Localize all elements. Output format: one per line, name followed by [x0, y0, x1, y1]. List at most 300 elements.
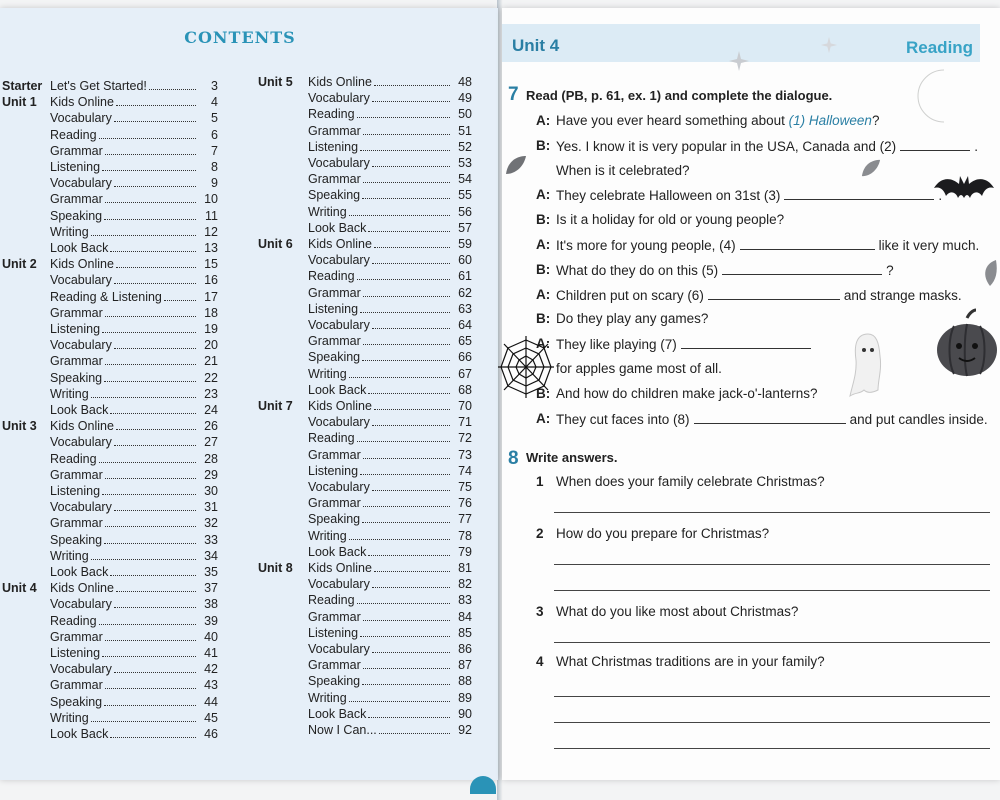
toc-row — [258, 706, 472, 722]
toc-title: Listening — [50, 160, 101, 174]
toc-dot-leader — [104, 219, 196, 220]
answer-blank[interactable] — [722, 261, 882, 275]
question-number: 3 — [536, 604, 544, 619]
speaker-label: B: — [536, 311, 551, 327]
toc-row — [258, 447, 472, 463]
toc-page-number: 57 — [458, 220, 472, 235]
toc-page-number: 24 — [204, 403, 218, 417]
toc-title: Grammar — [50, 629, 103, 644]
toc-row — [258, 414, 472, 430]
toc-title: Grammar — [308, 123, 361, 138]
toc-row — [258, 90, 472, 106]
toc-row — [258, 187, 472, 203]
toc-page-number: 11 — [205, 208, 218, 223]
toc-title: Vocabulary — [308, 318, 370, 332]
toc-page-number: 29 — [204, 467, 218, 482]
toc-dot-leader — [374, 85, 450, 86]
toc-page-number: 20 — [204, 338, 218, 353]
toc-title: Vocabulary — [50, 273, 112, 288]
toc-row — [2, 289, 218, 305]
toc-dot-leader — [99, 138, 196, 139]
toc-page-number: 73 — [458, 447, 472, 462]
toc-page-number: 65 — [458, 334, 472, 349]
toc-dot-leader — [357, 603, 450, 604]
toc-title: Kids Online — [308, 561, 372, 575]
toc-row — [2, 515, 218, 531]
toc-dot-leader — [114, 607, 196, 608]
toc-dot-leader — [357, 441, 450, 442]
toc-title: Writing — [50, 548, 89, 563]
star-icon — [820, 36, 838, 54]
toc-row — [258, 349, 472, 365]
toc-row — [2, 321, 218, 337]
toc-page-number: 62 — [458, 285, 472, 300]
toc-row — [258, 576, 472, 592]
toc-page-number: 84 — [458, 609, 472, 624]
toc-dot-leader — [349, 377, 450, 378]
toc-title: Vocabulary — [308, 156, 370, 170]
toc-row — [2, 629, 218, 645]
toc-dot-leader — [91, 721, 196, 722]
toc-title: Vocabulary — [308, 577, 370, 592]
toc-title: Writing — [308, 366, 347, 381]
question-number: 1 — [536, 474, 544, 489]
leaf-icon — [980, 258, 1000, 288]
toc-unit-label: Unit 5 — [258, 75, 293, 89]
toc-title: Reading — [50, 613, 97, 628]
toc-dot-leader — [379, 733, 450, 734]
answer-blank[interactable] — [708, 286, 840, 300]
toc-page-number: 45 — [204, 710, 218, 725]
toc-dot-leader — [105, 316, 196, 317]
toc-row — [2, 564, 218, 580]
toc-page-number: 63 — [458, 301, 472, 316]
question — [536, 526, 769, 541]
toc-dot-leader — [110, 575, 196, 576]
toc-title: Grammar — [308, 609, 361, 624]
toc-page-number: 51 — [458, 123, 472, 138]
toc-page-number: 30 — [204, 484, 218, 498]
toc-title: Grammar — [308, 285, 361, 300]
toc-dot-leader — [360, 312, 450, 313]
toc-dot-leader — [363, 344, 450, 345]
toc-row — [258, 74, 472, 90]
toc-page-number: 88 — [458, 674, 472, 689]
dialogue-text: They like playing (7) — [556, 335, 815, 354]
toc-title: Vocabulary — [50, 597, 112, 612]
toc-title: Vocabulary — [308, 253, 370, 268]
toc-row — [2, 596, 218, 612]
speaker-label: A: — [536, 336, 551, 352]
toc-row — [258, 285, 472, 301]
toc-page-number: 52 — [458, 139, 472, 154]
toc-dot-leader — [91, 235, 196, 236]
answer-blank[interactable] — [694, 410, 846, 424]
toc-dot-leader — [368, 717, 450, 718]
toc-row — [258, 366, 472, 382]
speaker-label: B: — [536, 137, 551, 153]
toc-dot-leader — [102, 170, 196, 171]
toc-dot-leader — [105, 154, 196, 155]
toc-row — [258, 139, 472, 155]
answer-line[interactable] — [554, 642, 990, 643]
toc-title: Reading — [50, 451, 97, 466]
toc-page-number: 18 — [204, 305, 218, 320]
section-label: Reading — [906, 38, 974, 57]
toc-page-number: 6 — [211, 127, 218, 142]
toc-page-number: 89 — [458, 690, 472, 705]
toc-dot-leader — [363, 134, 450, 135]
dialogue-text: for apples game most of all. — [556, 361, 722, 376]
toc-row — [258, 479, 472, 495]
toc-title: Grammar — [50, 516, 103, 531]
toc-page-number: 4 — [211, 95, 218, 110]
toc-page-number: 64 — [458, 318, 472, 332]
toc-page-number: 61 — [458, 269, 472, 284]
toc-row — [258, 592, 472, 608]
answer-blank[interactable] — [740, 236, 875, 250]
toc-page-number: 46 — [204, 727, 218, 741]
toc-title: Listening — [308, 139, 359, 154]
toc-title: Kids Online — [308, 399, 372, 413]
toc-row — [2, 305, 218, 321]
toc-page-number: 23 — [204, 386, 218, 401]
toc-row — [258, 544, 472, 560]
toc-dot-leader — [372, 166, 450, 167]
toc-unit-label: Unit 3 — [2, 419, 37, 434]
answer-line[interactable] — [554, 512, 990, 513]
toc-dot-leader — [116, 267, 196, 268]
dialogue-text: Do they play any games? — [556, 311, 709, 327]
toc-title: Listening — [308, 463, 359, 478]
toc-row — [2, 191, 218, 207]
toc-page-number: 70 — [458, 399, 472, 413]
toc-row — [2, 451, 218, 467]
toc-page-number: 83 — [458, 593, 472, 608]
speaker-label: A: — [536, 410, 551, 426]
answer-blank[interactable] — [900, 137, 970, 151]
toc-row — [2, 532, 218, 548]
toc-page-number: 44 — [204, 694, 218, 709]
toc-dot-leader — [149, 89, 196, 90]
toc-row — [2, 256, 218, 272]
toc-dot-leader — [360, 474, 450, 475]
toc-title: Speaking — [308, 350, 361, 365]
dialogue-text: Have you ever heard something about (1) Halloween? — [556, 113, 880, 128]
toc-page-number: 81 — [458, 561, 472, 575]
toc-dot-leader — [372, 490, 450, 491]
toc-row — [2, 143, 218, 159]
answer-line[interactable] — [554, 748, 990, 749]
toc-title: Vocabulary — [50, 338, 112, 353]
toc-row — [258, 528, 472, 544]
toc-row — [2, 499, 218, 515]
contents-page — [0, 8, 498, 780]
toc-dot-leader — [363, 182, 450, 183]
toc-page-number: 55 — [458, 188, 472, 203]
toc-title: Look Back — [50, 727, 109, 741]
answer-line[interactable] — [554, 696, 990, 697]
toc-row — [2, 694, 218, 710]
toc-unit-label: Unit 8 — [258, 561, 293, 575]
toc-row — [258, 333, 472, 349]
question-text: When does your family celebrate Christmas? — [556, 474, 825, 489]
toc-page-number: 28 — [204, 451, 218, 466]
toc-title: Vocabulary — [308, 415, 370, 430]
toc-title: Writing — [308, 204, 347, 219]
toc-page-number: 5 — [211, 111, 218, 126]
toc-row — [258, 204, 472, 220]
toc-dot-leader — [110, 251, 196, 252]
toc-title: Grammar — [50, 192, 103, 207]
toc-page-number: 71 — [458, 415, 472, 430]
toc-row — [258, 609, 472, 625]
toc-row — [258, 268, 472, 284]
unit-header-bar — [502, 24, 980, 62]
toc-dot-leader — [372, 587, 450, 588]
toc-page-number: 75 — [458, 480, 472, 494]
toc-row — [2, 175, 218, 191]
toc-title: Kids Online — [308, 237, 372, 251]
toc-title: Speaking — [308, 512, 361, 527]
toc-row — [258, 495, 472, 511]
dialogue-text: Yes. I know it is very popular in the USA, Canada and (2) . — [556, 138, 978, 154]
toc-title: Writing — [308, 690, 347, 705]
toc-dot-leader — [357, 279, 450, 280]
toc-dot-leader — [102, 656, 196, 657]
exercise-7-instruction: Read (PB, p. 61, ex. 1) and complete the dialogue. — [526, 88, 833, 103]
toc-title: Kids Online — [50, 95, 114, 110]
toc-dot-leader — [110, 413, 196, 414]
toc-title: Speaking — [308, 674, 361, 689]
toc-row — [2, 548, 218, 564]
toc-row — [2, 661, 218, 677]
toc-row — [2, 483, 218, 499]
toc-title: Listening — [308, 301, 359, 316]
question-text: What Christmas traditions are in your family? — [556, 654, 825, 669]
toc-title: Look Back — [50, 565, 109, 579]
toc-dot-leader — [368, 555, 450, 556]
toc-dot-leader — [104, 543, 196, 544]
toc-title: Reading — [50, 127, 97, 142]
answer-line[interactable] — [554, 564, 990, 565]
toc-title: Look Back — [50, 403, 109, 417]
dialogue-text: Is it a holiday for old or young people? — [556, 212, 785, 228]
toc-row — [2, 710, 218, 726]
toc-page-number: 43 — [204, 678, 218, 693]
toc-dot-leader — [374, 409, 450, 410]
toc-dot-leader — [349, 215, 450, 216]
toc-page-number: 56 — [458, 204, 472, 219]
toc-page-number: 40 — [204, 629, 218, 644]
answer-line[interactable] — [554, 590, 990, 591]
toc-dot-leader — [102, 494, 196, 495]
exercise-page — [502, 8, 1000, 780]
toc-dot-leader — [114, 121, 196, 122]
toc-dot-leader — [105, 688, 196, 689]
star-icon — [728, 50, 750, 72]
dialogue-text: They cut faces into (8) and put candles inside. — [556, 411, 988, 427]
toc-dot-leader — [110, 737, 196, 738]
toc-dot-leader — [114, 672, 196, 673]
toc-page-number: 54 — [458, 172, 472, 187]
toc-page-number: 38 — [204, 597, 218, 612]
toc-row — [2, 337, 218, 353]
dialogue-text: What do they do on this (5) ? — [556, 262, 894, 278]
toc-title: Look Back — [308, 220, 367, 235]
toc-unit-label: Unit 6 — [258, 237, 293, 251]
toc-row — [2, 208, 218, 224]
toc-row — [258, 236, 472, 252]
toc-dot-leader — [357, 117, 450, 118]
toc-dot-leader — [105, 526, 196, 527]
toc-title: Reading — [308, 431, 355, 446]
toc-title: Speaking — [50, 208, 103, 223]
toc-row — [2, 613, 218, 629]
toc-dot-leader — [114, 445, 196, 446]
toc-unit-label: Unit 4 — [2, 581, 37, 596]
toc-row — [2, 418, 218, 434]
toc-title: Listening — [50, 322, 101, 336]
toc-page-number: 60 — [458, 253, 472, 268]
toc-row — [258, 657, 472, 673]
toc-page-number: 12 — [204, 224, 218, 239]
speaker-label: A: — [536, 286, 551, 302]
toc-title: Speaking — [50, 370, 103, 385]
speaker-label: B: — [536, 385, 551, 401]
answer-line[interactable] — [554, 722, 990, 723]
toc-row — [2, 224, 218, 240]
toc-page-number: 33 — [204, 532, 218, 547]
toc-title: Reading — [308, 269, 355, 284]
toc-dot-leader — [372, 263, 450, 264]
toc-dot-leader — [116, 429, 196, 430]
toc-page-number: 16 — [204, 273, 218, 288]
toc-page-number: 90 — [458, 706, 472, 721]
toc-title: Grammar — [308, 172, 361, 187]
toc-page-number: 50 — [458, 107, 472, 122]
toc-row — [258, 722, 472, 738]
toc-title: Grammar — [50, 678, 103, 693]
toc-title: Reading — [308, 107, 355, 122]
toc-dot-leader — [374, 571, 450, 572]
toc-row — [258, 641, 472, 657]
toc-row — [2, 159, 218, 175]
toc-dot-leader — [372, 652, 450, 653]
toc-row — [258, 398, 472, 414]
toc-title: Vocabulary — [308, 91, 370, 106]
speaker-label: A: — [536, 113, 551, 128]
toc-title: Vocabulary — [308, 480, 370, 494]
toc-page-number: 26 — [204, 419, 218, 434]
toc-row — [258, 301, 472, 317]
toc-title: Speaking — [50, 532, 103, 547]
toc-row — [2, 645, 218, 661]
toc-title: Vocabulary — [50, 500, 112, 515]
toc-page-number: 79 — [458, 544, 472, 559]
dialogue-text: When is it celebrated? — [556, 162, 690, 178]
dialogue-text: They celebrate Halloween on 31st (3) . — [556, 188, 943, 204]
toc-title: Speaking — [50, 694, 103, 709]
toc-title: Let's Get Started! — [50, 79, 147, 93]
toc-page-number: 9 — [211, 176, 218, 191]
bat-icon — [932, 168, 996, 214]
toc-title: Vocabulary — [308, 642, 370, 656]
toc-dot-leader — [105, 478, 196, 479]
toc-row — [258, 673, 472, 689]
toc-page-number: 82 — [458, 577, 472, 592]
toc-dot-leader — [114, 283, 196, 284]
toc-title: Look Back — [50, 241, 109, 255]
toc-page-number: 59 — [458, 237, 472, 251]
toc-unit-label: Unit 2 — [2, 257, 37, 272]
dialogue-text: And how do children make jack-o'-lanterns? — [556, 385, 818, 401]
toc-unit-label: Starter — [2, 79, 43, 93]
toc-dot-leader — [349, 539, 450, 540]
toc-title: Look Back — [308, 706, 367, 721]
toc-dot-leader — [114, 348, 196, 349]
toc-title: Writing — [50, 224, 89, 239]
toc-row — [258, 220, 472, 236]
toc-title: Vocabulary — [50, 662, 112, 677]
leaf-icon — [504, 154, 528, 176]
toc-dot-leader — [105, 640, 196, 641]
toc-row — [2, 370, 218, 386]
toc-dot-leader — [104, 381, 196, 382]
toc-page-number: 3 — [211, 79, 218, 93]
toc-dot-leader — [363, 296, 450, 297]
exercise-8-instruction: Write answers. — [526, 450, 618, 465]
unit-label: Unit 4 — [512, 36, 560, 55]
answer-blank[interactable] — [681, 335, 811, 349]
toc-dot-leader — [360, 150, 450, 151]
toc-title: Grammar — [308, 447, 361, 462]
toc-page-number: 92 — [458, 723, 472, 737]
toc-page-number: 34 — [204, 548, 218, 563]
toc-dot-leader — [104, 705, 196, 706]
toc-title: Look Back — [308, 544, 367, 559]
toc-row — [258, 625, 472, 641]
speaker-label: B: — [536, 261, 551, 277]
toc-dot-leader — [105, 202, 196, 203]
pumpkin-icon — [934, 308, 1000, 378]
ghost-icon — [848, 330, 888, 400]
toc-dot-leader — [164, 300, 196, 301]
toc-title: Now I Can... — [308, 723, 377, 737]
toc-title: Grammar — [308, 334, 361, 349]
toc-dot-leader — [363, 506, 450, 507]
toc-page-number: 41 — [204, 646, 218, 660]
question — [536, 474, 825, 489]
toc-dot-leader — [114, 186, 196, 187]
toc-title: Grammar — [50, 467, 103, 482]
toc-page-number: 37 — [204, 581, 218, 596]
toc-page-number: 72 — [458, 431, 472, 446]
toc-title: Writing — [50, 710, 89, 725]
toc-row — [2, 386, 218, 402]
toc-page-number: 31 — [204, 500, 218, 515]
answer-blank[interactable] — [784, 186, 934, 200]
toc-page-number: 49 — [458, 91, 472, 106]
toc-row — [2, 240, 218, 256]
toc-dot-leader — [363, 620, 450, 621]
toc-row — [2, 110, 218, 126]
toc-page-number: 39 — [204, 613, 218, 628]
toc-row — [258, 430, 472, 446]
dialogue-text: Children put on scary (6) and strange masks. — [556, 287, 962, 303]
toc-title: Listening — [308, 625, 359, 640]
toc-row — [2, 677, 218, 693]
